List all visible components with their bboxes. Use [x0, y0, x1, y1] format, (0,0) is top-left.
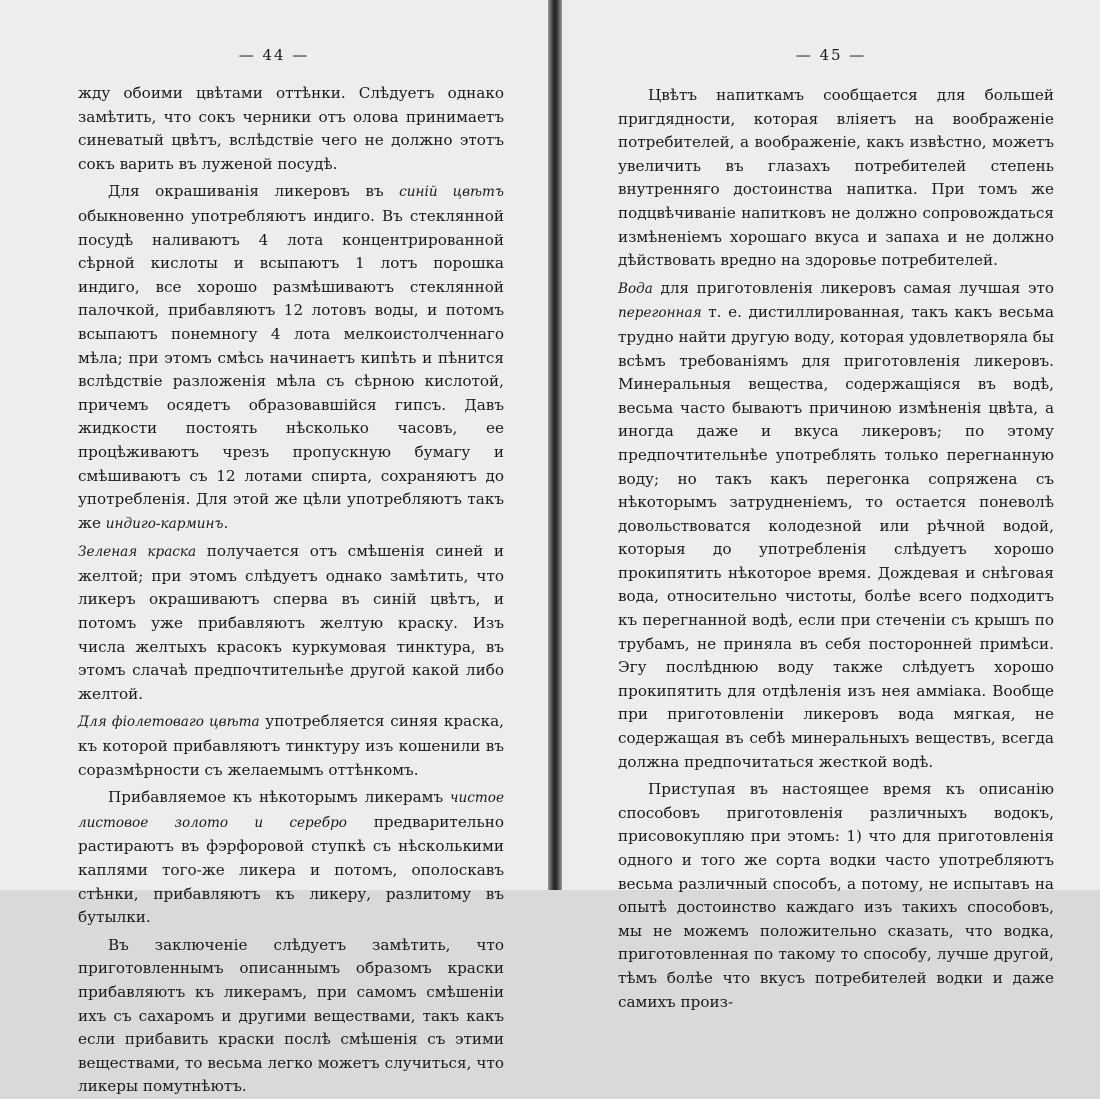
italic-term: Для фіолетоваго цвѣта	[78, 714, 260, 731]
paragraph: Въ заключеніе слѣдуетъ замѣтить, что приготовленнымъ описаннымъ образомъ краски прибавляютъ къ ликерамъ, при самомъ смѣшеніи ихъ съ сахаромъ и другими веществами, такъ какъ если прибавить краски послѣ смѣшенія съ этими веществами, то весьма легко можетъ случиться, что ликеры помутнѣютъ.	[78, 935, 504, 1096]
paragraph: Для окрашиванія ликеровъ въ синій цвѣтъ обыкновенно употребляютъ индиго. Въ стеклянной посудѣ наливаютъ 4 лота концентрированной сѣрной кислоты и всыпаютъ 1 лотъ порошка индиго, все хорошо размѣшиваютъ стеклянной палочкой, прибавляютъ 12 лотовъ воды, и потомъ всыпаютъ понемногу 4 лота мелкоистолченнаго мѣла; при этомъ смѣсь начинаетъ кипѣть и пѣнится вслѣдствіе разложенія мѣла съ сѣрною кислотой, причемъ осядетъ образовавшійся гипсъ. Давъ жидкости постоять нѣсколько часовъ, ее процѣживаютъ чрезъ пропускную бумагу и смѣшиваютъ съ 12 лотами спирта, сохраняютъ до употребленія. Для этой же цѣли употребляютъ такъ же индиго-карминъ.	[78, 182, 504, 532]
paragraph: Цвѣтъ напиткамъ сообщается для большей пригдядности, которая влiяетъ на воображеніе потребителей, а воображеніе, какъ извѣстно, можетъ увеличить въ глазахъ потребителей степень внутренняго достоинства напитка. При томъ же подцвѣчиваніе напитковъ не должно сопровождаться измѣненіемъ хорошаго вкуса и запаха и не должно дѣйствовать вредно на здоровье потребителей.	[618, 86, 1054, 270]
paragraph: Приступая въ настоящее время къ описанію способовъ приготовленія различныхъ водокъ, присовокупляю при этомъ: 1) что для приготовленія одного и того же сорта водки часто употребляютъ весьма различный способъ, а потому, не испытавъ на опытѣ достоинство каждаго изъ такихъ способовъ, мы не можемъ положительно сказать, что водка, приготовленная по такому то способу, лучше другой, тѣмъ болѣе что вкусъ потребителей водки и даже самихъ произ-	[618, 780, 1054, 1011]
paragraph: Зеленая краска получается отъ смѣшенія синей и желтой; при этомъ слѣдуетъ однако замѣтить, что ликеръ окрашиваютъ сперва въ синій цвѣтъ, и потомъ уже прибавляютъ желтую краску. Изъ числа желтыхъ красокъ куркумовая тинктура, въ этомъ слачаѣ предпочтительнѣе другой какой либо желтой.	[78, 542, 505, 703]
italic-term: Вода	[618, 280, 653, 297]
italic-term: индиго-карминъ	[105, 515, 224, 532]
paragraph: жду обоими цвѣтами оттѣнки. Слѣдуетъ однако замѣтить, что сокъ черники отъ олова принимаетъ синеватый цвѣтъ, вслѣдствіе чего не должно этотъ сокъ варить въ луженой посудѣ.	[78, 84, 504, 173]
page-text	[618, 84, 1054, 1014]
paragraph: Для фіолетоваго цвѣта употребляется синяя краска, къ которой прибавляютъ тинктуру изъ кошенили въ соразмѣрности съ желаемымъ оттѣнкомъ.	[78, 712, 504, 779]
left-page	[0, 0, 548, 1096]
italic-term: синій цвѣтъ	[399, 184, 504, 201]
italic-term: перегонная	[618, 305, 702, 322]
page-number: — 45 —	[795, 46, 867, 64]
page-number: — 44 —	[238, 46, 310, 64]
italic-term: Зеленая краска	[78, 544, 197, 561]
book-gutter	[548, 0, 562, 890]
paragraph: Прибавляемое къ нѣкоторымъ ликерамъ чистое листовое золото и серебро предварительно растираютъ въ фэрфоровой ступкѣ съ нѣсколькими каплями того-же ликера и потомъ, ополоскавъ стѣнки, прибавляютъ къ ликеру, разлитому въ бутылки.	[78, 788, 504, 927]
paragraph: Вода для приготовленія ликеровъ самая лучшая это перегонная т. е. дистиллированная, такъ какъ весьма трудно найти другую воду, которая удовлетворяла бы всѣмъ требованіямъ для приготовленія ликеровъ. Минеральныя вещества, содержащіяся въ водѣ, весьма часто бываютъ причиною измѣненія цвѣта, а иногда даже и вкуса ликеровъ; по этому предпочтительнѣе употреблять только перегнанную воду; но такъ какъ перегонка сопряжена съ нѣкоторымъ затрудненіемъ, то остается поневолѣ довольствоватся колодезной или рѣчной водой, которыя до употребленія слѣдуетъ хорошо прокипятить нѣкоторое время. Дождевая и снѣговая вода, относительно чистоты, болѣе всего подходитъ къ перегнанной водѣ, если при стеченіи съ крышъ по трубамъ, не приняла въ себя посторонней примѣси. Эгу послѣднюю воду также слѣдуетъ хорошо прокипятить для отдѣленія изъ нея аммiака. Вообще при приготовленіи ликеровъ вода мягкая, не содержащая въ себѣ минеральныхъ веществъ, всегда должна предпочитаться жесткой водѣ.	[618, 278, 1054, 771]
page-text	[78, 82, 504, 1099]
italic-term: чистое листовое золото и серебро	[78, 790, 504, 831]
right-page	[562, 0, 1100, 1011]
